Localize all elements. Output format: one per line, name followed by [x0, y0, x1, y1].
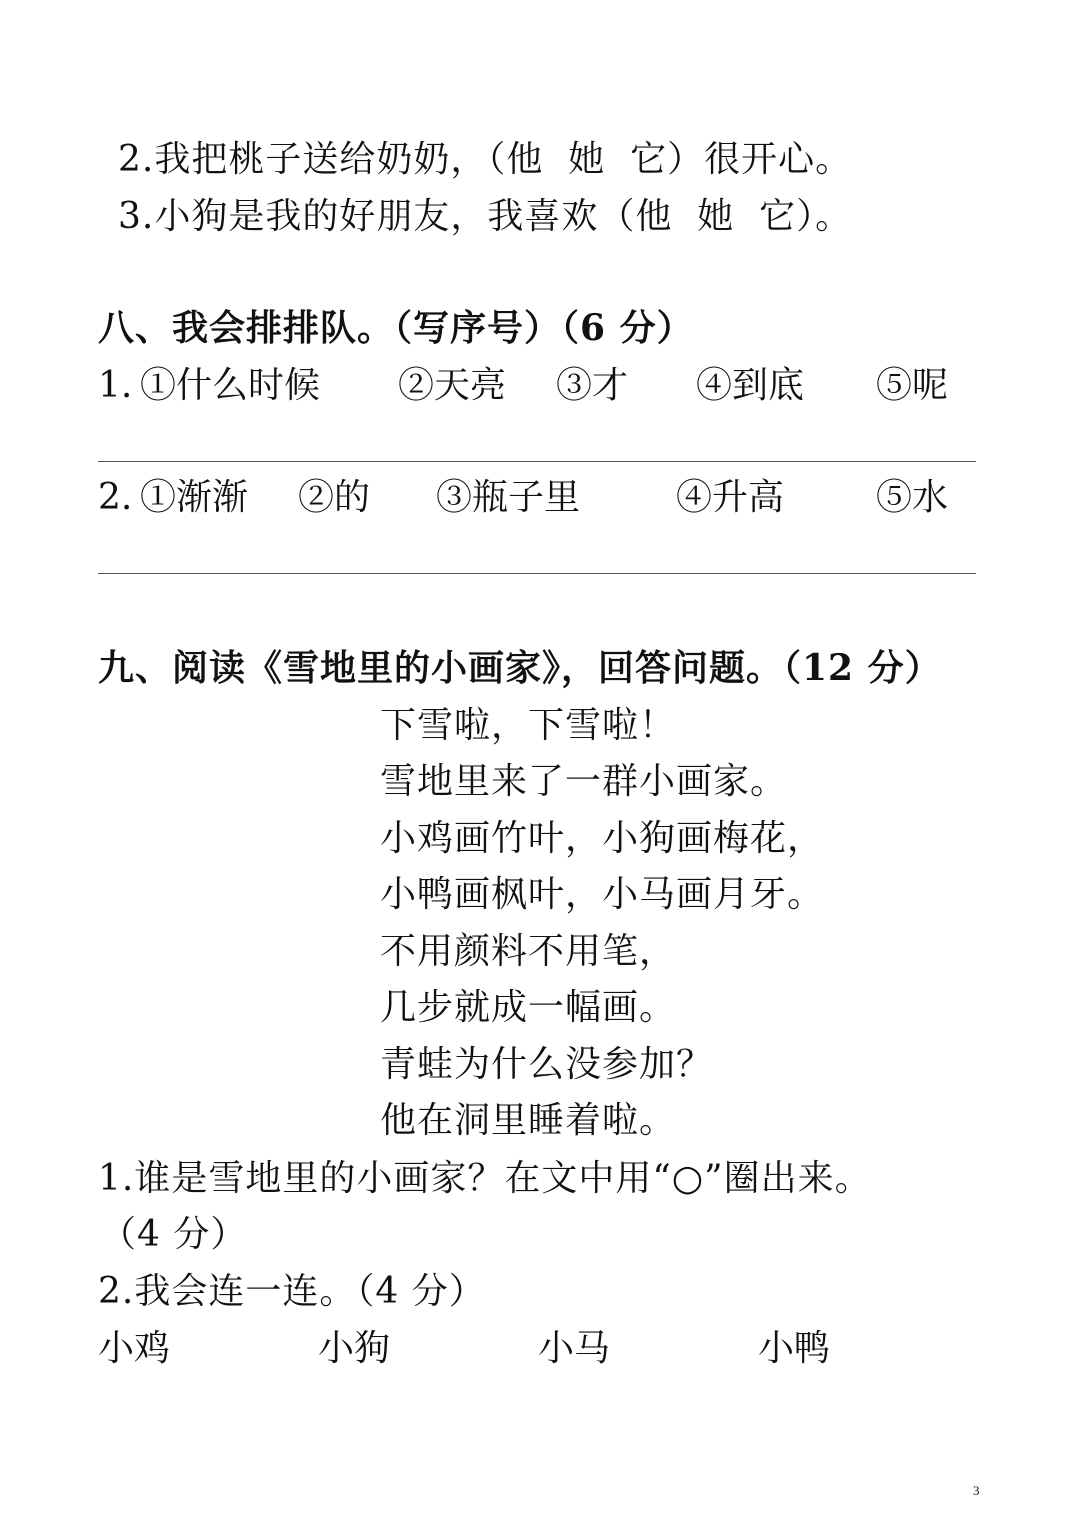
- word-option: ①什么时候: [140, 365, 321, 406]
- question-7-2: 2.我把桃子送给奶奶，（他 她 它）很开心。: [118, 139, 853, 180]
- animal-label: 小狗: [318, 1328, 391, 1369]
- animal-label: 小鸭: [758, 1328, 831, 1369]
- animal-label: 小马: [538, 1328, 611, 1369]
- section-8-title: 八、我会排排队。（写序号）（6 分）: [98, 307, 694, 349]
- question-number: 2.: [98, 477, 133, 518]
- poem-line: 不用颜料不用笔，: [380, 931, 677, 972]
- word-option: ③才: [556, 365, 629, 406]
- section-9-title: 九、阅读《雪地里的小画家》，回答问题。（12 分）: [98, 647, 942, 689]
- animal-label: 小鸡: [98, 1328, 171, 1369]
- question-9-1-score: （4 分）: [100, 1214, 248, 1255]
- word-option: ④升高: [676, 477, 785, 518]
- question-9-2: 2.我会连一连。（4 分）: [98, 1271, 486, 1312]
- word-option: ②天亮: [398, 365, 507, 406]
- word-option: ⑤呢: [876, 365, 949, 406]
- poem-line: 小鸭画枫叶，小马画月牙。: [380, 874, 825, 915]
- poem-line: 雪地里来了一群小画家。: [380, 761, 788, 802]
- question-7-3: 3.小狗是我的好朋友，我喜欢（他 她 它）。: [118, 196, 853, 237]
- poem-line: 他在洞里睡着啦。: [380, 1100, 677, 1141]
- question-number: 1.: [98, 365, 133, 406]
- page-number: 3: [973, 1483, 980, 1498]
- word-option: ④到底: [696, 365, 805, 406]
- word-option: ⑤水: [876, 477, 949, 518]
- poem-line: 下雪啦，下雪啦！: [380, 705, 677, 746]
- answer-line-2[interactable]: [98, 573, 976, 574]
- poem-line: 青蛙为什么没参加？: [380, 1044, 714, 1085]
- answer-line-1[interactable]: [98, 461, 976, 462]
- poem-line: 小鸡画竹叶，小狗画梅花，: [380, 818, 825, 859]
- word-option: ①渐渐: [140, 477, 249, 518]
- word-option: ②的: [298, 477, 371, 518]
- poem-line: 几步就成一幅画。: [380, 987, 677, 1028]
- word-option: ③瓶子里: [436, 477, 581, 518]
- question-9-1: 1.谁是雪地里的小画家？在文中用“○”圈出来。: [98, 1158, 872, 1199]
